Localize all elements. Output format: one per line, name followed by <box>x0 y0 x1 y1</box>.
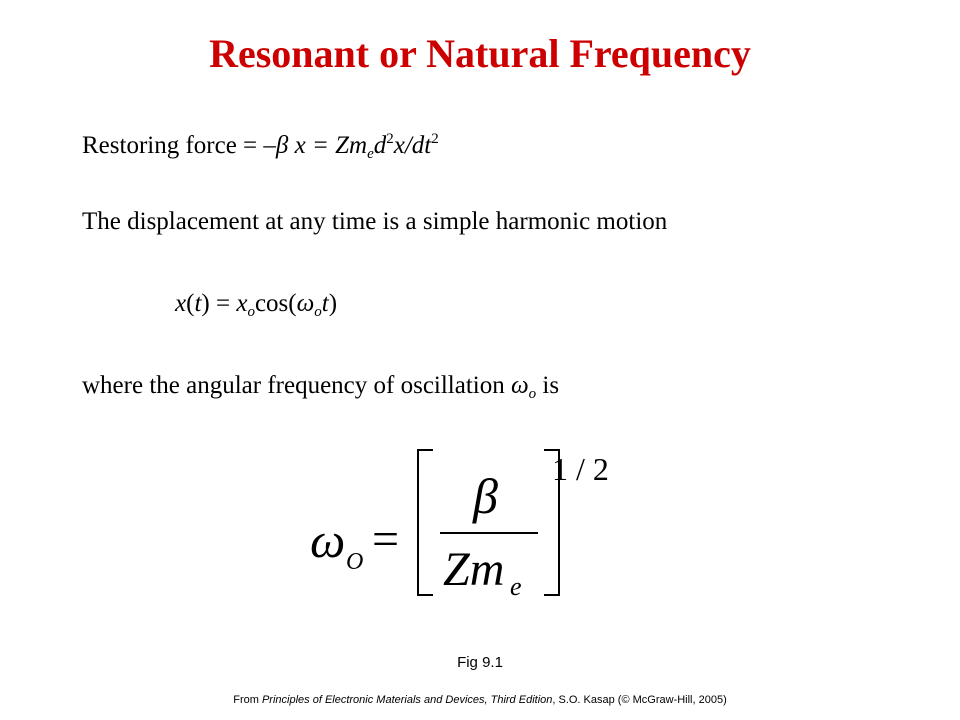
angular-frequency-text <box>82 372 559 400</box>
cos-text: cos( <box>254 290 297 317</box>
restoring-prefix: Restoring force = – <box>82 132 276 159</box>
paren-close: ) <box>328 290 338 317</box>
paren-close-eq: ) = <box>201 290 237 317</box>
superscript-2b: 2 <box>431 131 439 147</box>
formula-zm: Zm <box>443 543 505 596</box>
t-symbol: t <box>194 290 202 317</box>
formula-omega: ω <box>310 512 346 568</box>
motion-equation <box>175 290 337 318</box>
omega-symbol: ω <box>296 290 315 317</box>
subscript-o: o <box>528 386 537 402</box>
omega-symbol: ω <box>511 372 529 399</box>
subscript-o: o <box>247 304 255 320</box>
source-credit <box>0 694 960 706</box>
beta-symbol: β <box>275 132 289 159</box>
formula-equals: = <box>372 513 400 566</box>
credit-author: , S.O. Kasap (© McGraw-Hill, 2005) <box>552 694 727 706</box>
formula-exponent: 1 / 2 <box>552 451 609 487</box>
formula-subscript-e: e <box>510 572 522 601</box>
restoring-force-equation <box>82 132 439 160</box>
subscript-o2: o <box>314 304 322 320</box>
figure-label: Fig 9.1 <box>457 654 503 671</box>
t2-symbol: t <box>321 290 329 317</box>
subscript-e: e <box>367 146 374 162</box>
formula-subscript-o: O <box>346 549 364 575</box>
slide-title: Resonant or Natural Frequency <box>209 31 751 76</box>
angular-text: where the angular frequency of oscillation <box>82 372 511 399</box>
resonant-frequency-formula <box>300 445 620 615</box>
restoring-mid: x = Zm <box>288 132 368 159</box>
d-symbol: d <box>373 132 387 159</box>
x0-symbol: x <box>236 290 248 317</box>
left-bracket <box>418 450 433 595</box>
displacement-text: The displacement at any time is a simple harmonic motion <box>82 208 668 235</box>
credit-book-title: Principles of Electronic Materials and Devices, Third Edition <box>261 694 553 706</box>
is-text: is <box>536 372 560 399</box>
superscript-2a: 2 <box>386 131 394 147</box>
x-symbol: x <box>175 290 187 317</box>
formula-beta: β <box>473 468 498 524</box>
credit-from: From <box>233 694 262 706</box>
dx-dt: x/dt <box>393 132 432 159</box>
paren-open: ( <box>186 290 195 317</box>
